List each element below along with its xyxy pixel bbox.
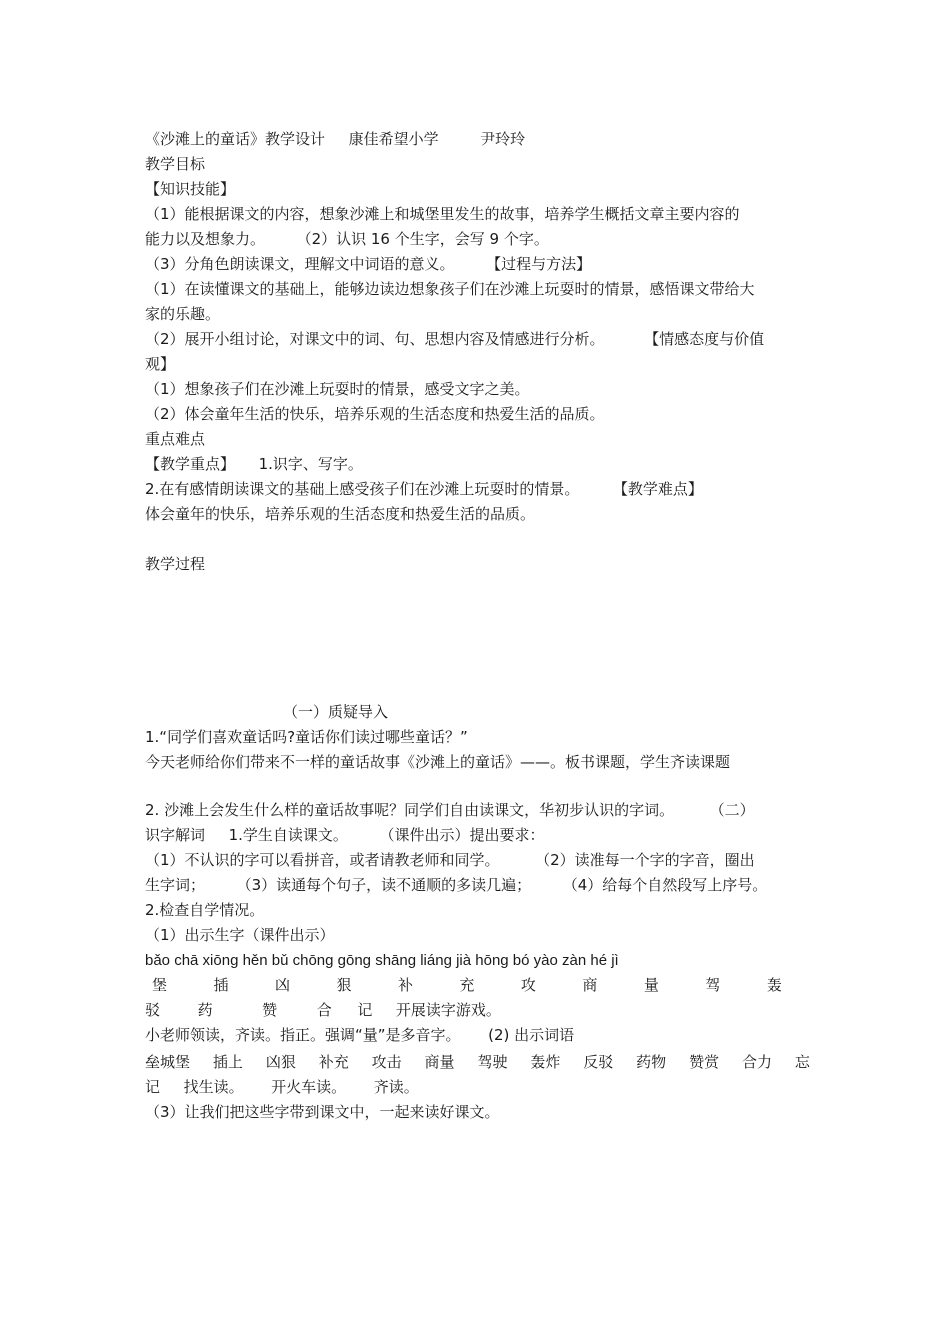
character: 驳 <box>145 1001 161 1019</box>
requirement-3: （3）读通每个句子，读不通顺的多读几遍； <box>236 876 532 894</box>
character: 插 <box>213 976 229 994</box>
doc-title: 《沙滩上的童话》教学设计 <box>145 130 326 148</box>
pinyin-row: bǎo chā xiōng hěn bǔ chōng gōng shāng liáng jià hōng bó yào zàn hé jì <box>145 952 619 969</box>
section-2-heading: （二） <box>709 801 755 819</box>
emotion-item-2: （2）体会童年生活的快乐，培养乐观的生活态度和热爱生活的品质。 <box>145 405 605 423</box>
section-1-intro: 今天老师给你们带来不一样的童话故事《沙滩上的童话》——。板书课题，学生齐读课题 <box>145 753 731 771</box>
character: 堡 <box>152 976 168 994</box>
focus-item-2: 2.在有感情朗读课文的基础上感受孩子们在沙滩上玩耍时的情景。 <box>145 480 580 498</box>
process-item-1-cont: 家的乐趣。 <box>145 305 221 323</box>
words-row <box>145 1050 810 1075</box>
character: 量 <box>643 976 659 994</box>
requirements-line-1 <box>145 848 810 873</box>
process-item-1: （1）在读懂课文的基础上，能够边读边想象孩子们在沙滩上玩耍时的情景，感悟课文带给大 <box>145 280 755 298</box>
knowledge-item-1: （1）能根据课文的内容，想象沙滩上和城堡里发生的故事，培养学生概括文章主要内容的 <box>145 205 740 223</box>
requirement-4: （4）给每个自然段写上序号。 <box>562 876 768 894</box>
difficulty-text: 体会童年的快乐，培养乐观的生活态度和热爱生活的品质。 <box>145 505 536 523</box>
section-2-step-2: 2.检查自学情况。 <box>145 901 265 919</box>
section-2-step-1: 1.学生自读课文。 <box>228 826 348 844</box>
section-2-step-1-note: （课件出示）提出要求： <box>379 826 545 844</box>
focus-item-1: 1.识字、写字。 <box>258 455 363 473</box>
word: 凶狠 <box>265 1053 296 1071</box>
character: 充 <box>459 976 475 994</box>
find-students: 找生读。 <box>183 1078 244 1096</box>
character: 合 <box>316 1001 332 1019</box>
requirements-line-2 <box>145 873 810 898</box>
character: 驾 <box>705 976 721 994</box>
difficulty-heading: 【教学难点】 <box>612 480 703 498</box>
focus-line-1 <box>145 452 810 477</box>
character: 狠 <box>336 976 352 994</box>
character: 攻 <box>520 976 536 994</box>
word: 驾驶 <box>477 1053 508 1071</box>
character: 轰 <box>766 976 782 994</box>
character: 记 <box>357 1001 373 1019</box>
word: 赞赏 <box>689 1053 720 1071</box>
reading-game: 开展读字游戏。 <box>395 1001 501 1019</box>
lead-read-line <box>145 1023 810 1048</box>
word: 合力 <box>741 1053 772 1071</box>
word: 忘 <box>794 1053 810 1071</box>
requirement-2: （2）读准每一个字的字音，圈出 <box>535 851 755 869</box>
knowledge-line-2 <box>145 227 810 252</box>
process-item-2: （2）展开小组讨论，对课文中的词、句、思想内容及情感进行分析。 <box>145 330 605 348</box>
lead-read: 小老师领读，齐读。指正。强调“量”是多音字。 <box>145 1026 461 1044</box>
word: 插上 <box>212 1053 243 1071</box>
word: 记 <box>145 1078 161 1096</box>
process-method-heading: 【过程与方法】 <box>486 255 592 273</box>
section-1-heading: （一）质疑导入 <box>283 703 389 721</box>
teaching-process-heading: 教学过程 <box>145 555 206 573</box>
characters-row-1 <box>152 973 782 998</box>
doc-title-line <box>145 127 810 152</box>
emotion-heading-cont: 观】 <box>145 355 176 373</box>
knowledge-heading: 【知识技能】 <box>145 180 236 198</box>
process-line-2 <box>145 327 810 352</box>
character: 凶 <box>274 976 290 994</box>
characters-row-2 <box>145 998 810 1023</box>
requirement-2-cont: 生字词； <box>145 876 206 894</box>
knowledge-line-3 <box>145 252 810 277</box>
section-2-heading-cont: 识字解词 <box>145 826 206 844</box>
section-2-line <box>145 823 810 848</box>
word: 垒城堡 <box>145 1053 191 1071</box>
word: 攻击 <box>371 1053 402 1071</box>
train-read: 开火车读。 <box>271 1078 347 1096</box>
word: 补充 <box>318 1053 349 1071</box>
show-characters: （1）出示生字（课件出示） <box>145 926 335 944</box>
section-1-question-2: 2. 沙滩上会发生什么样的童话故事呢？同学们自由读课文，华初步认识的字词。 <box>145 801 675 819</box>
character: 药 <box>197 1001 213 1019</box>
focus-line-2 <box>145 477 810 502</box>
requirement-1: （1）不认识的字可以看拼音，或者请教老师和同学。 <box>145 851 500 869</box>
section-1-question-1: 1.“同学们喜欢童话吗?童话你们读过哪些童话？” <box>145 728 468 746</box>
emotion-heading: 【情感态度与价值 <box>644 330 765 348</box>
word: 反驳 <box>583 1053 614 1071</box>
knowledge-item-1-cont: 能力以及想象力。 <box>145 230 266 248</box>
teaching-focus-heading: 【教学重点】 <box>145 455 236 473</box>
word: 药物 <box>636 1053 667 1071</box>
knowledge-item-2: （2）认识 16 个生字，会写 9 个字。 <box>296 230 549 248</box>
word: 轰炸 <box>530 1053 561 1071</box>
section-1-question-line <box>145 798 810 823</box>
school-name: 康佳希望小学 <box>348 130 439 148</box>
character: 赞 <box>262 1001 278 1019</box>
author-name: 尹玲玲 <box>480 130 526 148</box>
word: 商量 <box>424 1053 455 1071</box>
words-line-2 <box>145 1075 810 1100</box>
emotion-item-1: （1）想象孩子们在沙滩上玩耍时的情景，感受文字之美。 <box>145 380 530 398</box>
character: 商 <box>582 976 598 994</box>
goals-heading: 教学目标 <box>145 155 206 173</box>
character: 补 <box>397 976 413 994</box>
final-step: （3）让我们把这些字带到课文中，一起来读好课文。 <box>145 1103 500 1121</box>
knowledge-item-3: （3）分角色朗读课文，理解文中词语的意义。 <box>145 255 455 273</box>
key-points-heading: 重点难点 <box>145 430 206 448</box>
read-together: 齐读。 <box>373 1078 419 1096</box>
show-words: (2) 出示词语 <box>488 1026 575 1044</box>
